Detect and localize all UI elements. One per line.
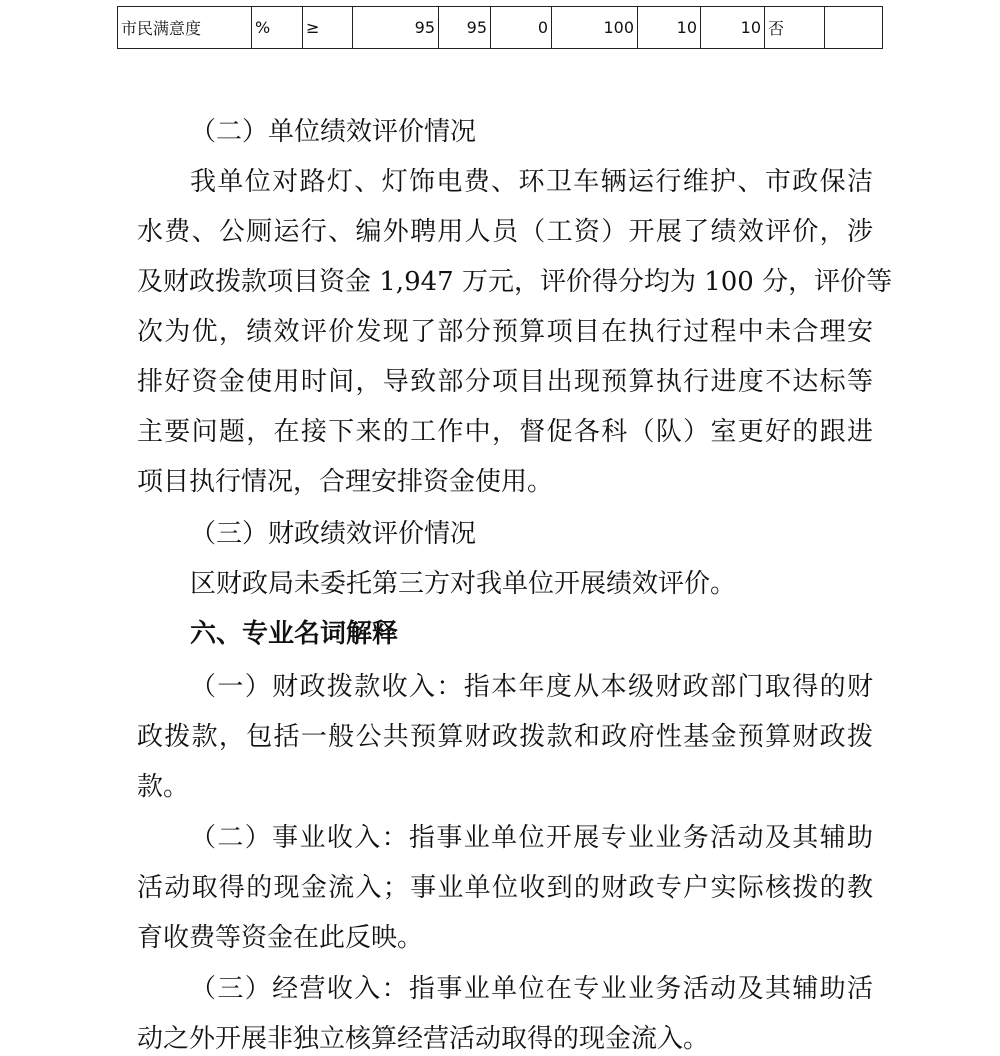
performance-table-fragment	[117, 6, 883, 49]
glossary-item3-line-2: 动之外开展非独立核算经营活动取得的现金流入。	[137, 1024, 710, 1054]
annual-target-cell: 95	[353, 7, 439, 49]
unit-eval-line-4: 次为优，绩效评价发现了部分预算项目在执行过程中未合理安	[137, 317, 873, 347]
actual-value-cell: 95	[439, 7, 491, 49]
finance-eval-line: 区财政局未委托第三方对我单位开展绩效评价。	[190, 569, 737, 599]
glossary-item1-line-3: 款。	[137, 772, 190, 802]
operator-cell: ≥	[303, 7, 353, 49]
unit-eval-line-1: 我单位对路灯、灯饰电费、环卫车辆运行维护、市政保洁	[190, 167, 873, 197]
glossary-item3-line-1: （三）经营收入：指事业单位在专业业务活动及其辅助活	[190, 974, 873, 1004]
unit-eval-line-7: 项目执行情况，合理安排资金使用。	[137, 467, 554, 497]
glossary-item1-line-2: 政拨款，包括一般公共预算财政拨款和政府性基金预算财政拨	[137, 722, 873, 752]
glossary-item2-line-3: 育收费等资金在此反映。	[137, 923, 424, 953]
unit-eval-line-6: 主要问题，在接下来的工作中，督促各科（队）室更好的跟进	[137, 417, 873, 447]
glossary-item2-line-1: （二）事业收入：指事业单位开展专业业务活动及其辅助	[190, 823, 873, 853]
deviation-cell: 0	[491, 7, 552, 49]
unit-cell: %	[252, 7, 303, 49]
glossary-item1-line-1: （一）财政拨款收入：指本年度从本级财政部门取得的财	[190, 672, 873, 702]
unit-eval-line-2: 水费、公厕运行、编外聘用人员（工资）开展了绩效评价，涉	[137, 217, 873, 247]
finance-eval-heading: （三）财政绩效评价情况	[190, 519, 477, 549]
unit-eval-heading: （二）单位绩效评价情况	[190, 117, 477, 147]
score-cell: 10	[701, 7, 765, 49]
weight-cell: 10	[638, 7, 701, 49]
glossary-heading: 六、专业名词解释	[190, 619, 399, 649]
remark-cell	[825, 7, 883, 49]
flag-cell: 否	[765, 7, 825, 49]
glossary-item2-line-2: 活动取得的现金流入；事业单位收到的财政专户实际核拨的教	[137, 873, 873, 903]
score-weight-cell: 100	[552, 7, 638, 49]
table-row	[118, 7, 883, 49]
indicator-cell: 市民满意度	[118, 7, 252, 49]
unit-eval-line-3: 及财政拨款项目资金 1,947 万元，评价得分均为 100 分，评价等	[137, 267, 893, 297]
unit-eval-line-5: 排好资金使用时间，导致部分项目出现预算执行进度不达标等	[137, 367, 873, 397]
